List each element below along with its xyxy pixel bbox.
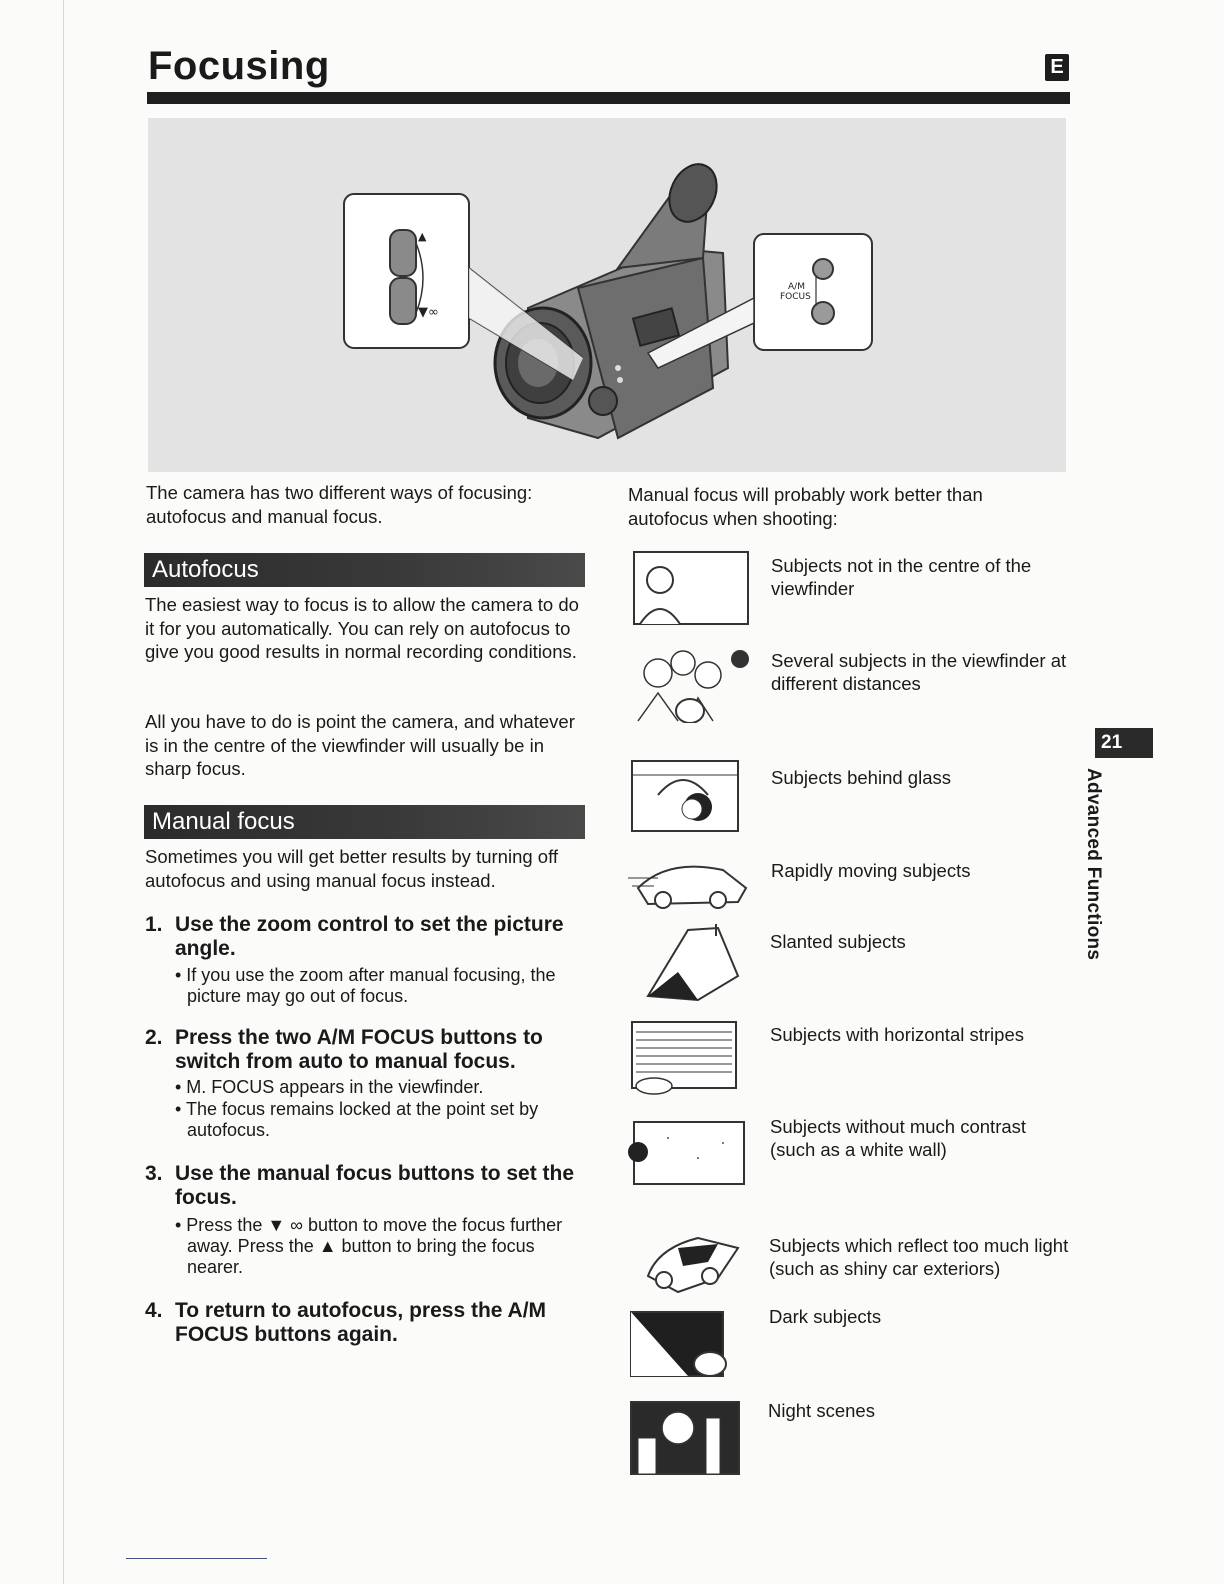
- step-bullet: • If you use the zoom after manual focusing, the picture may go out of focus.: [175, 965, 556, 1006]
- autofocus-para-2: All you have to do is point the camera, and whatever is in the centre of the viewfinder will usually be in sharp focus.: [145, 711, 575, 779]
- step-text: To return to autofocus, press the A/M FOCUS buttons again.: [175, 1299, 547, 1346]
- step-2: [145, 1026, 590, 1141]
- step-number: 1.: [145, 913, 163, 936]
- focus-near-button: [390, 230, 416, 276]
- horizontal-stripes-icon: [628, 1018, 752, 1098]
- condition-label: Subjects without much contrast (such as a white wall): [770, 1116, 1027, 1160]
- condition-label: Dark subjects: [769, 1306, 882, 1327]
- condition-label: Several subjects in the viewfinder at different distances: [771, 650, 1067, 694]
- step-number: 2.: [145, 1026, 163, 1049]
- step-3: [145, 1162, 590, 1278]
- am-label: A/M: [788, 282, 805, 292]
- condition-label: Subjects which reflect too much light (such as shiny car exteriors): [769, 1235, 1069, 1279]
- step-text: Use the manual focus buttons to set the focus.: [175, 1162, 575, 1209]
- camcorder-icon: [495, 157, 728, 438]
- step-text: Use the zoom control to set the picture angle.: [175, 913, 564, 960]
- step-bullet: • The focus remains locked at the point set by autofocus.: [175, 1099, 539, 1140]
- am-focus-callout: [754, 234, 872, 350]
- focus-label: FOCUS: [780, 292, 811, 302]
- am-focus-button-bottom: [812, 302, 834, 324]
- slanted-subject-icon: [628, 916, 752, 1004]
- behind-glass-icon: [628, 755, 752, 835]
- section-tab-label: Advanced Functions: [1083, 768, 1104, 961]
- camera-illustration: [148, 118, 1066, 472]
- language-badge: E: [1045, 54, 1069, 81]
- reflective-subject-icon: [628, 1218, 752, 1298]
- manual-focus-para: Sometimes you will get better results by turning off autofocus and using manual focus instead.: [145, 846, 559, 891]
- night-scene-icon: [628, 1398, 752, 1478]
- condition-label: Subjects not in the centre of the viewfinder: [771, 555, 1032, 599]
- page-number-tab: 21: [1095, 728, 1153, 758]
- condition-label: Slanted subjects: [770, 931, 906, 952]
- step-bullet: • Press the ▼ ∞ button to move the focus further away. Press the ▲ button to bring the focus nearer.: [175, 1215, 563, 1277]
- page-edge-line: [63, 0, 64, 1584]
- page-title: Focusing: [148, 44, 330, 88]
- step-number: 4.: [145, 1299, 163, 1322]
- condition-label: Night scenes: [768, 1400, 875, 1421]
- infinity-label: ▼∞: [418, 305, 439, 320]
- section-tab: [1084, 768, 1124, 968]
- camcorder-drawing: [148, 118, 1066, 472]
- step-1: [145, 913, 590, 1007]
- autofocus-para-1: The easiest way to focus is to allow the camera to do it for you automatically. You can rely on autofocus to give you good results in normal recording conditions.: [145, 594, 579, 662]
- low-contrast-icon: [628, 1118, 752, 1188]
- multiple-subjects-icon: [628, 643, 752, 723]
- step-bullet: • M. FOCUS appears in the viewfinder.: [175, 1077, 484, 1097]
- autofocus-heading: Autofocus: [144, 553, 585, 587]
- step-4: [145, 1299, 590, 1347]
- footer-line: [126, 1558, 267, 1559]
- near-arrow-label: ▲: [418, 230, 427, 243]
- dark-subject-icon: [628, 1310, 752, 1382]
- intro-text: The camera has two different ways of focusing: autofocus and manual focus.: [146, 482, 533, 527]
- focus-far-button: [390, 278, 416, 324]
- step-number: 3.: [145, 1162, 163, 1185]
- manual-focus-heading: Manual focus: [144, 805, 585, 839]
- conditions-intro: Manual focus will probably work better than autofocus when shooting:: [628, 484, 983, 529]
- condition-label: Rapidly moving subjects: [771, 860, 971, 881]
- moving-subject-icon: [628, 848, 752, 912]
- off-centre-subject-icon: [628, 548, 752, 628]
- step-text: Press the two A/M FOCUS buttons to switch from auto to manual focus.: [175, 1026, 543, 1073]
- title-rule: [147, 92, 1070, 104]
- condition-label: Subjects behind glass: [771, 767, 951, 788]
- condition-label: Subjects with horizontal stripes: [770, 1024, 1024, 1045]
